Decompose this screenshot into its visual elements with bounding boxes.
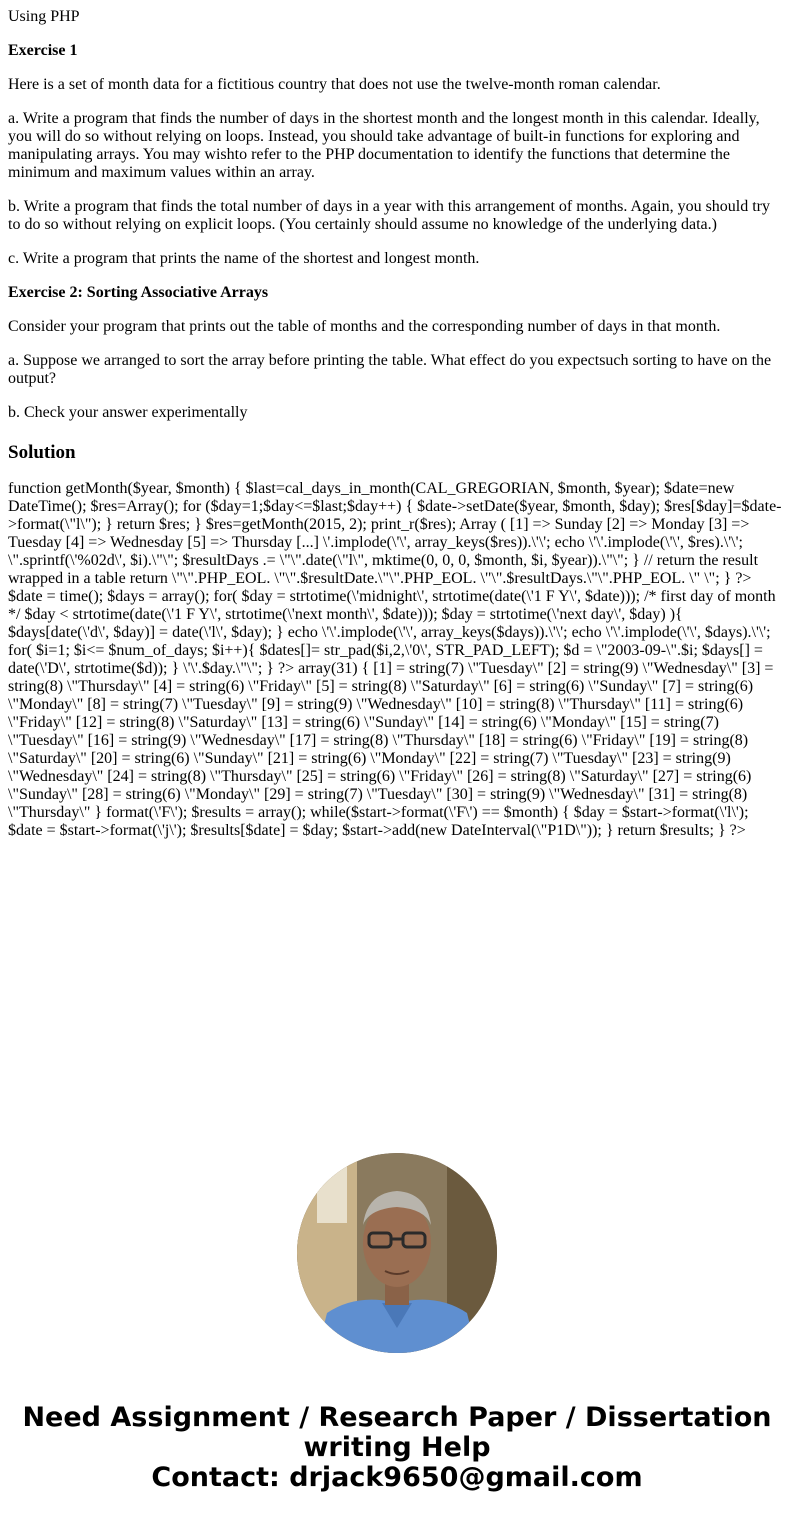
exercise-1-part-b: b. Write a program that finds the total number of days in a year with this arrangement of months. Again, you should try to do so without relying on explicit loops. (You certainly should assume no knowledge of the underlying data.): [8, 198, 771, 233]
exercise-2-part-b: b. Check your answer experimentally: [8, 404, 248, 421]
subject-line: Using PHP: [8, 8, 80, 25]
exercise-2-heading-text: Exercise 2: Sorting Associative Arrays: [8, 284, 269, 301]
exercise-2-part-a: a. Suppose we arranged to sort the array before printing the table. What effect do you expectsuch sorting to have on the output?: [8, 352, 772, 387]
promo-contact-line: Contact: drjack9650@gmail.com: [151, 1462, 643, 1493]
exercise-1-part-c: c. Write a program that prints the name of the shortest and longest month.: [8, 250, 480, 267]
exercise-1-heading: [8, 42, 786, 60]
document-body: [8, 0, 786, 840]
exercise-1-intro: Here is a set of month data for a fictitious country that does not use the twelve-month roman calendar.: [8, 76, 661, 93]
solution-heading: Solution: [8, 442, 76, 463]
solution-code: function getMonth($year, $month) { $last=cal_days_in_month(CAL_GREGORIAN, $month, $year); $date=new DateTime(); $res=Array(); for ($day=1;$day<=$last;$day++) { $date->setDate($year, $month, $day); $res[$day]=$date->format(\"l\"); } return $res; } $res=getMonth(2015, 2); print_r($res); Array ( [1] => Sunday [2] => Monday [3] => Tuesday [4] => Wednesday [5] => Thursday [...] \'.implode(\'\', array_keys($res)).\'\'; echo \'\'.implode(\'\', $res).\'\'; \".sprintf(\'%02d\', $i).\"\"; $resultDays .= \"\".date(\"l\", mktime(0, 0, 0, $month, $i, $year)).\"\"; } // return the result wrapped in a table return \"\".PHP_EOL. \"\".$resultDate.\"\".PHP_EOL. \"\".$resultDays.\"\".PHP_EOL. \" \"; } ?> $date = time(); $days = array(); for( $day = strtotime(\'midnight\', strtotime(date(\'1 F Y\', $date))); /* first day of month */ $day < strtotime(date(\'1 F Y\', strtotime(\'next month\', $date))); $day = strtotime(\'next day\', $day) ){ $days[date(\'d\', $day)] = date(\'l\', $day); } echo \'\'.implode(\'\', array_keys($days)).\'\'; echo \'\'.implode(\'\', $days).\'\'; for( $i=1; $i<= $num_of_days; $i++){ $dates[]= str_pad($i,2,\'0\', STR_PAD_LEFT); $d = \"2003-09-\".$i; $days[] = date(\'D\', strtotime($d)); } \'\'.$day.\"\"; } ?> array(31) { [1] = string(7) \"Tuesday\" [2] = string(9) \"Wednesday\" [3] = string(8) \"Thursday\" [4] = string(6) \"Friday\" [5] = string(8) \"Saturday\" [6] = string(6) \"Sunday\" [7] = string(6) \"Monday\" [8] = string(7) \"Tuesday\" [9] = string(9) \"Wednesday\" [10] = string(8) \"Thursday\" [11] = string(6) \"Friday\" [12] = string(8) \"Saturday\" [13] = string(6) \"Sunday\" [14] = string(6) \"Monday\" [15] = string(7) \"Tuesday\" [16] = string(9) \"Wednesday\" [17] = string(8) \"Thursday\" [18] = string(6) \"Friday\" [19] = string(8) \"Saturday\" [20] = string(6) \"Sunday\" [21] = string(6) \"Monday\" [22] = string(7) \"Tuesday\" [23] = string(9) \"Wednesday\" [24] = string(8) \"Thursday\" [25] = string(6) \"Friday\" [26] = string(8) \"Saturday\" [27] = string(6) \"Sunday\" [28] = string(6) \"Monday\" [29] = string(7) \"Tuesday\" [30] = string(9) \"Wednesday\" [31] = string(8) \"Thursday\" } format(\'F\'); $results = array(); while($start->format(\'F\') == $month) { $day = $start->format(\'l\'); $date = $start->format(\'j\'); $results[$date] = $day; $start->add(new DateInterval(\"P1D\")); } return $results; } ?>: [8, 480, 782, 839]
exercise-2-intro: Consider your program that prints out the table of months and the corresponding number of days in that month.: [8, 318, 721, 335]
exercise-2-heading: [8, 284, 786, 302]
author-avatar: [297, 1153, 497, 1353]
author-portrait-image: [297, 1153, 497, 1353]
promo-line-1: Need Assignment / Research Paper / Dissertation: [22, 1402, 772, 1433]
exercise-1-part-a: a. Write a program that finds the number of days in the shortest month and the longest month in this calendar. Ideally, you will do so without relying on loops. Instead, you should take advantage of built-in functions for exploring and manipulating arrays. You may wishto refer to the PHP documentation to identify the functions that determine the minimum and maximum values within an array.: [8, 110, 760, 181]
promo-footer: [0, 1403, 794, 1493]
promo-line-2: writing Help: [303, 1432, 491, 1463]
exercise-1-heading-text: Exercise 1: [8, 42, 78, 59]
